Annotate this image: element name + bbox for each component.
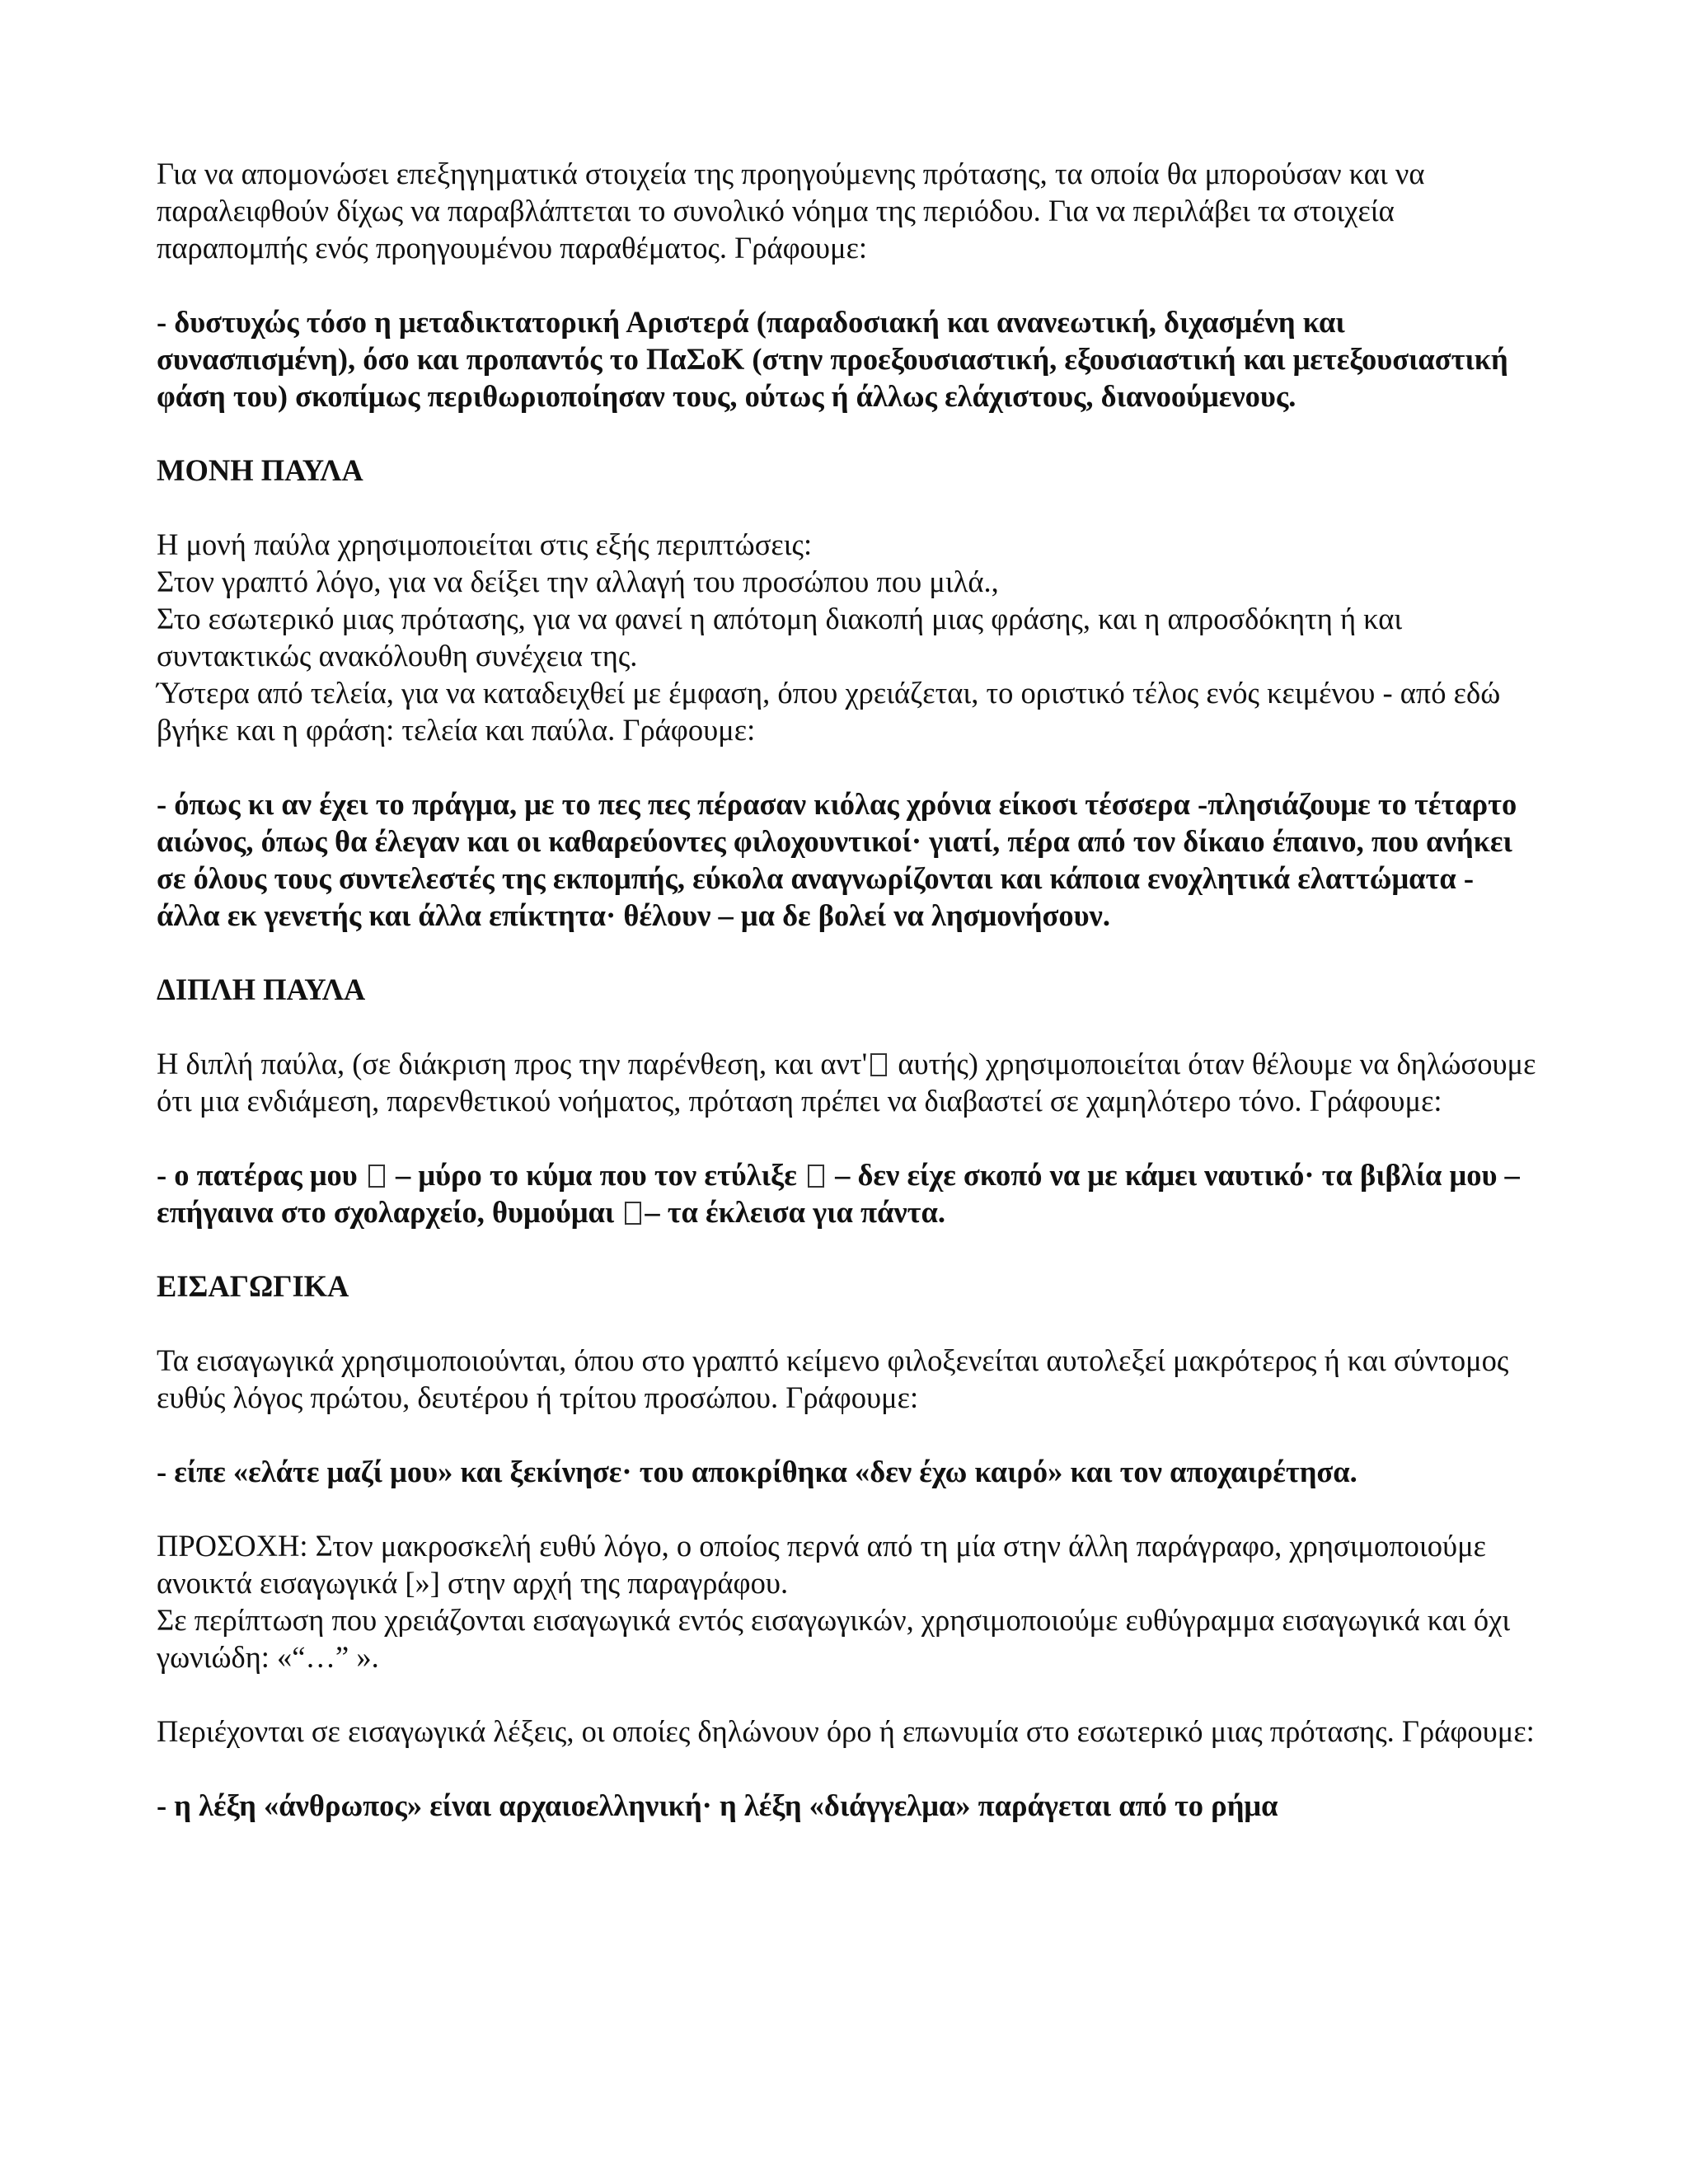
- intro-paragraph: Για να απομονώσει επεξηγηματικά στοιχεία της προηγούμενης πρότασης, τα οποία θα μπορούσαν και να παραλειφθούν δίχως να παραβλάπτεται το συνολικό νόημα της περιόδου. Για να περιλάβει τα στοιχεία παραπομπής ενός προηγουμένου παραθέματος. Γράφουμε:: [157, 157, 1425, 265]
- dipli-payla-example-c: – δεν είχε σκοπό να με κάμει ναυτικό· τα βιβλία μου – επήγαινα στο σχολαρχείο, θυμούμαι: [157, 1158, 1520, 1229]
- moni-payla-paragraph: [157, 526, 1541, 748]
- eisagogika-note-line: ΠΡΟΣΟΧΗ: Στον μακροσκελή ευθύ λόγο, ο οποίος περνά από τη μία στην άλλη παράγραφο, χρησιμοποιούμε ανοικτά εισαγωγικά [»] στην αρχή της παραγράφου.: [157, 1529, 1486, 1600]
- dipli-payla-example-b: – μύρο το κύμα που τον ετύλιξε: [387, 1158, 804, 1192]
- intro-example: - δυστυχώς τόσο η μεταδικτατορική Αριστερά (παραδοσιακή και ανανεωτική, διχασμένη και συνασπισμένη), όσο και προπαντός το ΠαΣοΚ (στην προεξουσιαστική, εξουσιαστική και μετεξουσιαστική φάση του) σκοπίμως περιθωριοποίησαν τους, ούτως ή άλλως ελάχιστους, διανοούμενους.: [157, 305, 1508, 413]
- moni-payla-line: Ύστερα από τελεία, για να καταδειχθεί με έμφαση, όπου χρειάζεται, το οριστικό τέλος ενός κειμένου - από εδώ βγήκε και η φράση: τελεία και παύλα. Γράφουμε:: [157, 676, 1501, 747]
- dipli-payla-example-d: – τα έκλεισα για πάντα.: [645, 1195, 945, 1229]
- eisagogika-example: - είπε «ελάτε μαζί μου» και ξεκίνησε· του αποκρίθηκα «δεν έχω καιρό» και τον αποχαιρέτησα.: [157, 1455, 1357, 1488]
- moni-payla-line: Η μονή παύλα χρησιμοποιείται στις εξής περιπτώσεις:: [157, 527, 813, 561]
- dipli-payla-paragraph: [157, 1045, 1541, 1119]
- document-page: [157, 155, 1541, 1824]
- moni-payla-line: Στον γραπτό λόγο, για να δείξει την αλλαγή του προσώπου που μιλά.,: [157, 565, 999, 598]
- missing-glyph-icon: [625, 1202, 641, 1225]
- heading-dipli-payla: ΔΙΠΛΗ ΠΑΥΛΑ: [157, 972, 366, 1006]
- dipli-payla-text-b: αυτής) χρησιμοποιείται όταν θέλουμε να δηλώσουμε ότι μια ενδιάμεση, παρενθετικού νοήματος, πρόταση πρέπει να διαβαστεί σε χαμηλότερο τόνο. Γράφουμε:: [157, 1047, 1536, 1118]
- dipli-payla-text-a: Η διπλή παύλα, (σε διάκριση προς την παρένθεση, και αντ': [157, 1047, 868, 1080]
- eisagogika-example-2: - η λέξη «άνθρωπος» είναι αρχαιοελληνική· η λέξη «διάγγελμα» παράγεται από το ρήμα: [157, 1788, 1278, 1822]
- eisagogika-note-line: Σε περίπτωση που χρειάζονται εισαγωγικά εντός εισαγωγικών, χρησιμοποιούμε ευθύγραμμα εισαγωγικά και όχι γωνιώδη: «“…” ».: [157, 1603, 1511, 1674]
- dipli-payla-example-a: - ο πατέρας μου: [157, 1158, 365, 1192]
- moni-payla-example: - όπως κι αν έχει το πράγμα, με το πες πες πέρασαν κιόλας χρόνια είκοσι τέσσερα -πλησιάζουμε το τέταρτο αιώνος, όπως θα έλεγαν και οι καθαρεύοντες φιλοχουντικοί· γιατί, πέρα από τον δίκαιο έπαινο, που ανήκει σε όλους τους συντελεστές της εκπομπής, εύκολα αναγνωρίζονται και κάποια ενοχλητικά ελαττώματα - άλλα εκ γενετής και άλλα επίκτητα· θέλουν – μα δε βολεί να λησμονήσουν.: [157, 787, 1517, 932]
- missing-glyph-icon: [368, 1165, 385, 1188]
- eisagogika-paragraph: Τα εισαγωγικά χρησιμοποιούνται, όπου στο γραπτό κείμενο φιλοξενείται αυτολεξεί μακρότερος ή και σύντομος ευθύς λόγος πρώτου, δευτέρου ή τρίτου προσώπου. Γράφουμε:: [157, 1343, 1509, 1414]
- eisagogika-note: [157, 1527, 1541, 1675]
- heading-eisagogika: ΕΙΣΑΓΩΓΙΚΑ: [157, 1269, 349, 1303]
- moni-payla-line: Στο εσωτερικό μιας πρότασης, για να φανεί η απότομη διακοπή μιας φράσης, και η απροσδόκητη ή και συντακτικώς ανακόλουθη συνέχεια της.: [157, 602, 1403, 673]
- missing-glyph-icon: [808, 1165, 824, 1188]
- eisagogika-paragraph-2: Περιέχονται σε εισαγωγικά λέξεις, οι οποίες δηλώνουν όρο ή επωνυμία στο εσωτερικό μιας πρότασης. Γράφουμε:: [157, 1714, 1535, 1748]
- heading-moni-payla: ΜΟΝΗ ΠΑΥΛΑ: [157, 453, 363, 487]
- dipli-payla-example: [157, 1156, 1541, 1230]
- missing-glyph-icon: [870, 1053, 887, 1076]
